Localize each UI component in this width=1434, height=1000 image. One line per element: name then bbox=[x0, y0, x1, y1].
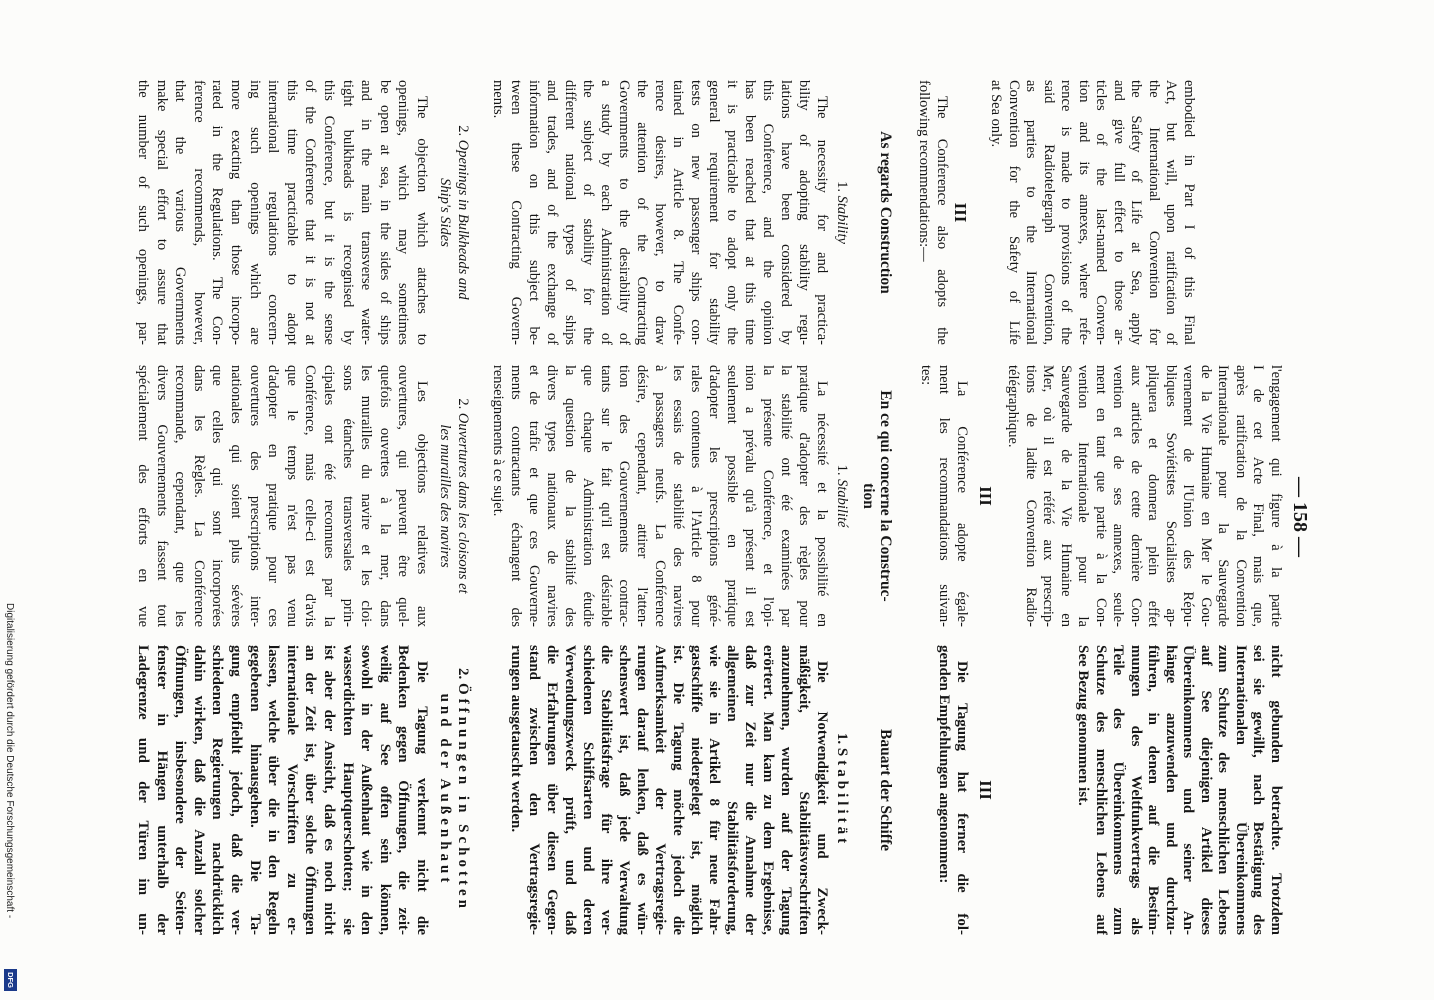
french-continuation bbox=[1004, 365, 1284, 627]
french-text-line: après ratification de la Convention bbox=[1233, 365, 1249, 627]
english-text-line: tween these Contracting Govern- bbox=[508, 80, 524, 345]
english-text-line: this Conference, but it is the sense bbox=[321, 80, 338, 345]
subheading-line bbox=[454, 80, 472, 345]
french-text-line: ments contractants échangent des bbox=[508, 365, 524, 627]
french-text-line: ment les recommandations suivan- bbox=[936, 365, 952, 627]
french-heading-line: tion bbox=[860, 483, 877, 509]
german-text-line: mäßigkeit, Stabilitätsvorschriften bbox=[796, 645, 812, 935]
subheading-title: Openings in Bulkheads and bbox=[455, 139, 471, 300]
german-text-line: fenster in Hängen unterhalb der bbox=[153, 645, 170, 935]
english-text-line: rated in the Regulations. The Con- bbox=[209, 80, 226, 345]
english-text-line: different national types of ships bbox=[562, 80, 578, 345]
subheading-number: 2. bbox=[455, 125, 471, 137]
french-intro bbox=[917, 365, 971, 627]
english-text-line: ticles of the last-named Conven- bbox=[1093, 80, 1110, 345]
german-text-line: daß zur Zeit nur die Annahme der bbox=[742, 645, 758, 935]
english-paragraph-openings bbox=[134, 80, 432, 345]
german-text-line: Übereinkommens und seiner An- bbox=[1180, 645, 1197, 935]
english-text-line: Convention for the Safety of Life bbox=[1006, 80, 1022, 345]
subheading-title: Stability bbox=[834, 195, 850, 244]
german-text-line: hänge anzuwenden und durchzu- bbox=[1163, 645, 1179, 935]
english-section-number: III bbox=[951, 202, 970, 223]
french-text-line: de la Vie Humaine en Mer le Gou- bbox=[1198, 365, 1214, 627]
subheading-line: les murailles des navires bbox=[437, 424, 454, 568]
french-text-line: Sauvegarde de la Vie Humaine en bbox=[1058, 365, 1074, 627]
german-text-line: führen, in denen auf die Bestim- bbox=[1145, 645, 1162, 935]
german-text-line: rungen darauf lenken, daß es wün- bbox=[634, 645, 650, 935]
french-text-line: la présente Conférence, et l'opi- bbox=[760, 365, 776, 627]
subheading-title: Öffnungen in Schotten bbox=[455, 682, 471, 913]
english-text-line: this Conference, and the opinion bbox=[760, 80, 776, 345]
french-paragraph-stabilite bbox=[489, 365, 831, 627]
german-text-line: stand zwischen den Vertragsregie- bbox=[526, 645, 542, 935]
english-text-line: tests on new passenger ships con- bbox=[688, 80, 704, 345]
german-text-line: sowohl in der Außenhaut wie in den bbox=[358, 645, 375, 935]
german-text-line: Die Tagung verkennt nicht die bbox=[414, 661, 430, 935]
german-text-line: schiedenen Regierungen nachdrücklich bbox=[209, 645, 226, 935]
french-text-line: la question de la stabilité des bbox=[562, 365, 578, 627]
french-text-line: seulement possible en pratique bbox=[724, 365, 740, 627]
french-text-line: renseignements à ce sujet. bbox=[490, 365, 506, 517]
english-text-line: tight bulkheads is recognised by bbox=[339, 80, 356, 345]
french-column bbox=[0, 365, 1434, 627]
french-text-line: Mer, où il est référé aux prescrip- bbox=[1040, 365, 1057, 627]
german-text-line: Verwendungszweck prüft, und daß bbox=[562, 645, 578, 935]
english-heading-line: As regards Construction bbox=[877, 131, 894, 294]
german-paragraph-stabilitaet bbox=[507, 645, 831, 935]
english-text-line: a study by each Administration of bbox=[598, 80, 614, 345]
french-text-line: aux articles de cette dernière Con- bbox=[1128, 365, 1144, 627]
german-text-line: die Erfahrungen über diesen Gegen- bbox=[544, 645, 560, 935]
english-text-line: has been reached that at this time bbox=[742, 80, 758, 345]
english-text-line: and trades, and of the exchange of bbox=[544, 80, 560, 345]
english-heading bbox=[876, 80, 894, 345]
german-text-line: gastschiffe niedergelegt ist, möglich bbox=[688, 645, 704, 935]
german-text-line: gegebenen hinausgehen. Die Ta- bbox=[246, 645, 263, 935]
german-text-line: schenswert ist, daß jede Verwaltung bbox=[616, 645, 632, 935]
french-text-line: les essais de stabilité des navires bbox=[670, 365, 686, 627]
english-text-line: rence desires, however, to draw bbox=[652, 80, 668, 345]
english-text-line: general requirement for stability bbox=[706, 80, 722, 345]
english-text-line: the subject of stability for the bbox=[580, 80, 596, 345]
english-text-line: said Radiotelegraph Convention, bbox=[1041, 80, 1057, 345]
english-text-line: following recommendations:— bbox=[916, 80, 932, 262]
french-text-line: dans les Règles. La Conférence bbox=[190, 365, 207, 627]
german-text-line: Die Notwendigkeit und Zweck- bbox=[814, 661, 830, 935]
german-section-number: III bbox=[976, 780, 995, 800]
german-text-line: ist aber der Ansicht, daß es noch nicht bbox=[321, 645, 338, 935]
french-text-line: bliques Soviétistes Socialistes ap- bbox=[1163, 365, 1179, 627]
french-text-line: désire, cependant, attirer l'atten- bbox=[634, 365, 650, 627]
german-text-line: lassen, welche über die in den Regeln bbox=[265, 645, 282, 935]
english-column bbox=[0, 80, 1434, 345]
french-heading bbox=[860, 365, 894, 627]
german-paragraph-oeffnungen bbox=[134, 645, 432, 935]
german-text-line: Schutze des menschlichen Lebens auf bbox=[1093, 645, 1109, 935]
french-text-line: recommande, cependant, que les bbox=[172, 365, 189, 627]
french-text-line: vention et de ses annexes, seule- bbox=[1110, 365, 1127, 627]
french-heading-line: En ce qui concerne la Construc- bbox=[877, 390, 894, 602]
french-text-line: ouvertures, qui peuvent être quel- bbox=[395, 365, 412, 627]
german-text-line: internationale Vorschriften zu er- bbox=[283, 645, 300, 935]
german-heading bbox=[876, 645, 894, 935]
subheading-number: 2. bbox=[455, 398, 471, 410]
english-text-line: openings, which may sometimes bbox=[395, 80, 412, 345]
english-text-line: rence is made to provisions of the bbox=[1058, 80, 1075, 345]
english-text-line: The objection which attaches to bbox=[414, 96, 430, 345]
english-text-line: and give full effect to those ar- bbox=[1111, 80, 1127, 345]
german-text-line: Bedenken gegen Öffnungen, die zeit- bbox=[395, 645, 412, 935]
german-text-line: sei sie gewillt, nach Bestätigung des bbox=[1250, 645, 1267, 935]
english-text-line: international regulations concern- bbox=[265, 80, 282, 345]
french-text-line: La nécessité et la possibilité en bbox=[814, 381, 830, 627]
subheading-title: Stabilité bbox=[834, 479, 850, 528]
english-text-line: tained in Article 8. The Confe- bbox=[670, 80, 686, 345]
german-text-line: nicht gebunden betrachte. Trotzdem bbox=[1268, 645, 1284, 935]
english-intro bbox=[915, 80, 951, 345]
german-text-line: rungen ausgetauscht werden. bbox=[508, 645, 524, 833]
english-text-line: The Conference also adopts the bbox=[934, 96, 950, 345]
english-text-line: at Sea only. bbox=[988, 80, 1005, 148]
page-number: — 158 — bbox=[1289, 477, 1311, 557]
english-text-line: the International Convention for bbox=[1146, 80, 1162, 345]
english-text-line: ments. bbox=[490, 80, 506, 119]
french-text-line: divers Gouvernements fassent tout bbox=[153, 365, 170, 627]
subheading-number: 1. bbox=[834, 732, 850, 745]
english-text-line: The necessity for and practica- bbox=[814, 96, 830, 345]
french-paragraph-ouvertures bbox=[134, 365, 432, 627]
french-text-line: que celles qui sont incorporées bbox=[209, 365, 226, 627]
french-text-line: tes: bbox=[918, 365, 934, 386]
french-text-line: vention Internationale pour la bbox=[1075, 365, 1092, 627]
french-text-line: sons étanches transversales prin- bbox=[339, 365, 356, 627]
french-text-line: nationales qui soient plus sévères bbox=[228, 365, 245, 627]
french-text-line: Les objections relatives aux bbox=[414, 381, 430, 627]
english-text-line: Governments to the desirability of bbox=[616, 80, 632, 345]
german-text-line: Internationalen Übereinkommens bbox=[1233, 645, 1249, 935]
french-text-line: vernement de l'Union des Répu- bbox=[1180, 365, 1197, 627]
german-text-line: See Bezug genommen ist. bbox=[1075, 645, 1092, 806]
german-text-line: schiedenen Schiffsarten und deren bbox=[580, 645, 596, 935]
french-text-line: télégraphique. bbox=[1005, 365, 1022, 448]
english-text-line: embodied in Part I of this Final bbox=[1181, 80, 1197, 345]
french-text-line: Conférence, mais celle-ci est d'avis bbox=[302, 365, 319, 627]
subheading-number: 2. bbox=[455, 667, 471, 680]
french-text-line: et de trafic et que ces Gouverne- bbox=[526, 365, 542, 627]
french-text-line: spécialement des efforts en vue bbox=[135, 365, 152, 627]
french-text-line: tion des Gouvernements contrac- bbox=[616, 365, 632, 627]
english-text-line: and in the main transverse water- bbox=[358, 80, 375, 345]
french-text-line: pratique d'adopter des règles pour bbox=[796, 365, 812, 627]
german-text-line: genden Empfehlungen angenommen: bbox=[936, 645, 952, 884]
english-text-line: the attention of the Contracting bbox=[634, 80, 650, 345]
subheading-number: 1. bbox=[834, 464, 850, 476]
subheading-title: Stabilität bbox=[834, 747, 850, 848]
french-text-line: ouvertures des prescriptions inter- bbox=[246, 365, 263, 627]
subheading-line bbox=[454, 365, 472, 627]
english-text-line: this time practicable to adopt bbox=[283, 80, 300, 345]
french-text-line: la stabilité ont été examinées par bbox=[778, 365, 794, 627]
french-text-line: d'adopter en pratique pour ces bbox=[265, 365, 282, 627]
french-text-line: divers types nationaux de navires bbox=[544, 365, 560, 627]
german-subheading-stabilitaet bbox=[833, 645, 851, 935]
english-text-line: lations have been considered by bbox=[778, 80, 794, 345]
german-continuation bbox=[1074, 645, 1284, 935]
english-text-line: that the various Governments bbox=[172, 80, 189, 345]
french-text-line: quefois ouvertes à la mer, dans bbox=[376, 365, 393, 627]
subheading-title: Ouvertures dans les cloisons et bbox=[455, 412, 471, 594]
german-text-line: wie sie in Artikel 8 für neue Fahr- bbox=[706, 645, 722, 935]
german-text-line: allgemeinen Stabilitätsforderung, bbox=[724, 645, 740, 935]
french-text-line: Internationale pour la Sauvegarde bbox=[1215, 365, 1232, 627]
german-text-line: dahin wirken, daß die Anzahl solcher bbox=[190, 645, 207, 935]
english-text-line: Act, but will, upon ratification of bbox=[1163, 80, 1180, 345]
dfg-logo: DFG bbox=[4, 969, 17, 991]
english-text-line: be open at sea, in the sides of ships bbox=[376, 80, 393, 345]
german-text-line: mungen des Weltfunkvertrags als bbox=[1128, 645, 1144, 935]
english-text-line: make special effort to assure that bbox=[153, 80, 170, 345]
english-text-line: as parties to the International bbox=[1023, 80, 1040, 345]
french-text-line: I de cet Acte Final, mais que, bbox=[1250, 365, 1267, 627]
english-continuation bbox=[987, 80, 1197, 345]
german-text-line: weilig auf See offen sein können, bbox=[376, 645, 393, 935]
german-text-line: an der Zeit ist, über solche Öffnungen bbox=[302, 645, 319, 935]
german-heading-line: Bauart der Schiffe bbox=[877, 729, 894, 851]
english-paragraph-stability bbox=[489, 80, 831, 345]
french-text-line: La Conférence adopte égale- bbox=[954, 381, 970, 627]
english-text-line: the number of such openings, par- bbox=[135, 80, 152, 345]
french-text-line: ment en tant que partie à la Con- bbox=[1093, 365, 1109, 627]
english-text-line: it is practicable to adopt only the bbox=[724, 80, 740, 345]
german-text-line: anzunehmen, wurden auf der Tagung bbox=[778, 645, 794, 935]
german-text-line: Teile des Übereinkommens zum bbox=[1110, 645, 1127, 935]
french-text-line: pliquera et donnera plein effet bbox=[1145, 365, 1162, 627]
subheading-line: und der Außenhaut bbox=[437, 693, 454, 887]
english-text-line: bility of adopting stability regu- bbox=[796, 80, 812, 345]
french-text-line: cipales ont été reconnues par la bbox=[321, 365, 338, 627]
english-text-line: tion and its annexes, where refe- bbox=[1076, 80, 1092, 345]
english-subheading-openings bbox=[436, 80, 471, 345]
french-text-line: tions de ladite Convention Radio- bbox=[1023, 365, 1039, 627]
english-text-line: information on this subject be- bbox=[526, 80, 542, 345]
french-subheading-ouvertures bbox=[436, 365, 471, 627]
german-intro bbox=[935, 645, 971, 935]
english-subheading-stability bbox=[833, 80, 851, 345]
german-text-line: Öffnungen, insbesondere der Seiten- bbox=[172, 645, 189, 935]
english-text-line: of the Conference that it is not at bbox=[302, 80, 319, 345]
digitization-note: Digitalisierung gefördert durch die Deutsche Forschungsgemeinschaft - bbox=[4, 603, 15, 919]
german-text-line: gung empfiehlt jedoch, daß die ver- bbox=[228, 645, 245, 935]
french-text-line: que chaque Administration étudie bbox=[580, 365, 596, 627]
english-text-line: ference recommends, however, bbox=[190, 80, 207, 345]
german-text-line: wasserdichten Hauptquerschotten; sie bbox=[339, 645, 356, 935]
german-text-line: ist. Die Tagung möchte jedoch die bbox=[670, 645, 686, 935]
subheading-number: 1. bbox=[834, 181, 850, 192]
german-text-line: zum Schutze des menschlichen Lebens bbox=[1215, 645, 1232, 935]
subheading-line: Ship's Sides bbox=[437, 178, 454, 247]
french-text-line: que le temps n'est pas venu bbox=[283, 365, 300, 627]
french-text-line: à passagers neufs. La Conférence bbox=[652, 365, 668, 627]
french-text-line: les murailles du navire et les cloi- bbox=[358, 365, 375, 627]
french-section-number: III bbox=[976, 486, 995, 506]
french-text-line: l'engagement qui figure à la partie bbox=[1268, 365, 1284, 627]
german-text-line: erörtert. Man kam zu dem Ergebnisse, bbox=[760, 645, 776, 935]
german-text-line: auf See diejenigen Artikel dieses bbox=[1198, 645, 1214, 935]
french-text-line: rales contenues à l'Article 8 pour bbox=[688, 365, 704, 627]
french-text-line: tants sur le fait qu'il est désirable bbox=[598, 365, 614, 627]
german-subheading-oeffnungen bbox=[436, 645, 471, 935]
german-text-line: Die Tagung hat ferner die fol- bbox=[954, 661, 970, 935]
french-subheading-stabilite bbox=[833, 365, 851, 627]
english-text-line: the Safety of Life at Sea, apply bbox=[1128, 80, 1145, 345]
german-column bbox=[0, 645, 1434, 935]
german-text-line: die Stabilitätsfrage für ihre ver- bbox=[598, 645, 614, 935]
german-text-line: Aufmerksamkeit der Vertragsregie- bbox=[652, 645, 668, 935]
subheading-line bbox=[454, 645, 472, 935]
french-text-line: nion a prévalu qu'à présent il est bbox=[742, 365, 758, 627]
english-text-line: ing such openings which are bbox=[246, 80, 263, 345]
french-text-line: d'adopter les prescriptions géné- bbox=[706, 365, 722, 627]
english-text-line: more exacting than those incorpo- bbox=[228, 80, 245, 345]
german-text-line: Ladegrenze und der Türen im un- bbox=[135, 645, 152, 935]
